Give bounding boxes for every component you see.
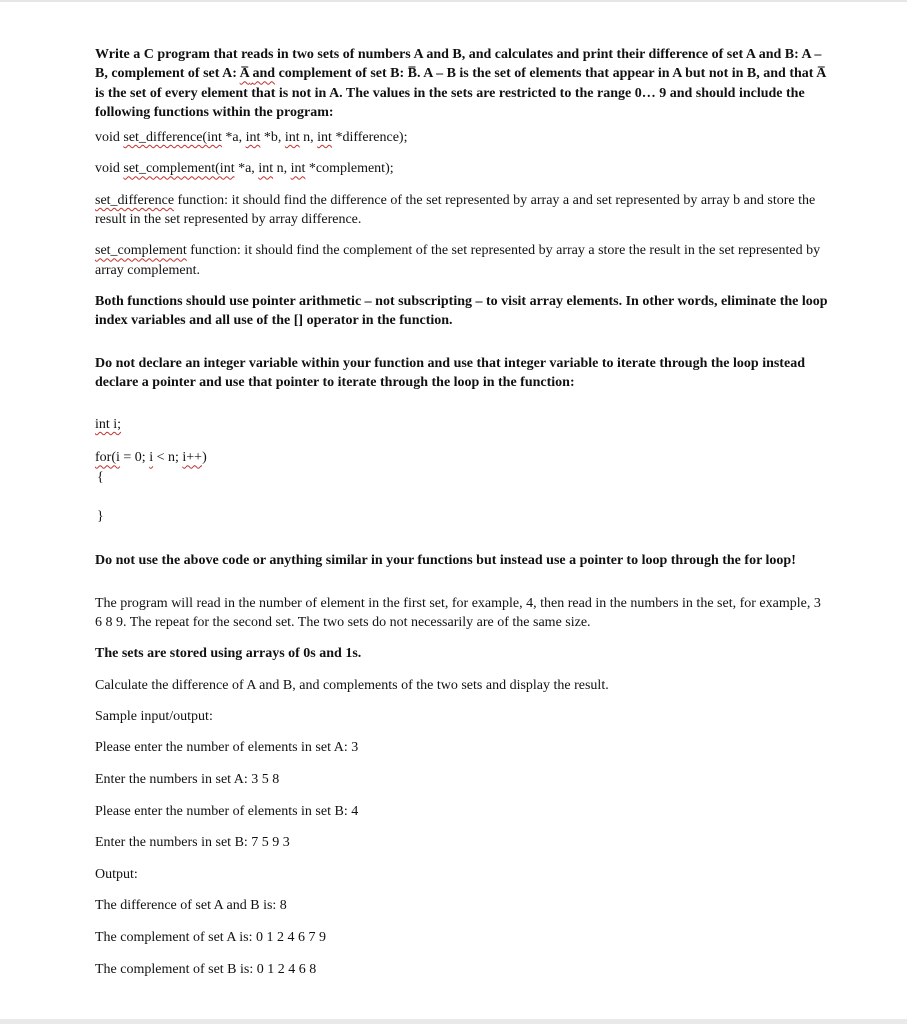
proto1-args2: *b, — [260, 130, 285, 146]
proto2-args3: *complement); — [305, 161, 394, 177]
code-cond: < n; — [153, 450, 183, 466]
intro-suffix-text: . A – B is the set of elements that appear in A but not in B, and that — [417, 66, 817, 82]
and-word: and — [252, 66, 276, 82]
proto1-int3: int — [317, 130, 332, 146]
page-bottom-edge — [0, 1019, 907, 1024]
prototype-set-complement — [95, 159, 830, 178]
proto1-int1: int — [245, 130, 261, 146]
pointer-arithmetic-note: Both functions should use pointer arithmetic – not subscripting – to visit array elements. In other words, eliminate the loop index variables and all use of the [] operator in the function. — [95, 293, 828, 329]
intro-paragraph — [95, 45, 830, 122]
code-close-brace: } — [97, 509, 104, 525]
intro-tail-text: is the set of every element that is not in A. The values in the sets are restricted to the range 0… 9 and should include the following functions within the program: — [95, 85, 805, 120]
proto1-name: set_difference(int — [123, 130, 222, 146]
code-line-2 — [95, 448, 830, 467]
calc-note: Calculate the difference of A and B, and complements of the two sets and display the result. — [95, 677, 609, 693]
desc1-name: set_difference — [95, 192, 175, 208]
a-complement-symbol — [240, 66, 275, 81]
proto2-name: set_complement(int — [123, 161, 235, 177]
desc2-text: function: it should find the complement of the set represented by array a store the result in the set represented by array complement. — [95, 243, 821, 278]
code-for: for(i — [95, 450, 120, 466]
code-example — [95, 415, 830, 526]
proto2-args2: n, — [273, 161, 291, 177]
proto2-void: void — [95, 161, 124, 177]
sample-line: The difference of set A and B is: 8 — [95, 898, 287, 914]
code-line-1 — [95, 415, 830, 434]
intro-mid-text: complement of set B: — [275, 66, 408, 82]
a-complement-symbol-2: A̅ — [816, 66, 826, 82]
proto1-args4: *difference); — [331, 130, 408, 146]
proto2-int2: int — [290, 161, 306, 177]
warning-paragraph: Do not use the above code or anything similar in your functions but instead use a pointer to loop through the for loop! — [95, 553, 796, 569]
proto1-int2: int — [284, 130, 300, 146]
sample-line: The complement of set B is: 0 1 2 4 6 8 — [95, 961, 317, 977]
read-description: The program will read in the number of element in the first set, for example, 4, then read in the numbers in the set, for example, 3 6 8 9. The repeat for the second set. The two sets do not necessarily are of the same size. — [95, 595, 821, 630]
proto2-int1: int — [258, 161, 274, 177]
code-int-i: int i; — [95, 417, 122, 433]
code-paren: ) — [202, 450, 207, 466]
sample-line: Output: — [95, 866, 138, 882]
code-inc: i++ — [182, 450, 203, 466]
code-i: i — [149, 450, 154, 466]
a-bar-text: A̅ — [239, 66, 249, 82]
sample-line: Enter the numbers in set B: 7 5 9 3 — [95, 835, 290, 851]
sample-line: Please enter the number of elements in set B: 4 — [95, 803, 359, 819]
document-body — [95, 45, 830, 991]
proto1-args: *a, — [221, 130, 246, 146]
sample-line: Please enter the number of elements in set A: 3 — [95, 740, 359, 756]
proto1-args3: n, — [299, 130, 318, 146]
proto2-args: *a, — [234, 161, 259, 177]
declare-pointer-note: Do not declare an integer variable within your function and use that integer variable to iterate through the loop instead declare a pointer and use that pointer to iterate through the loop in the function: — [95, 355, 805, 390]
desc2-name: set_complement — [95, 243, 187, 259]
set-difference-description — [95, 191, 830, 230]
set-complement-description — [95, 241, 830, 280]
sample-line: Sample input/output: — [95, 708, 213, 724]
code-open-brace: { — [97, 469, 104, 485]
page-top-edge — [0, 0, 907, 2]
b-complement-symbol: B̅ — [407, 66, 417, 82]
sample-line: Enter the numbers in set A: 3 5 8 — [95, 772, 280, 788]
storage-note: The sets are stored using arrays of 0s and 1s. — [95, 646, 362, 662]
sample-line: The complement of set A is: 0 1 2 4 6 7 9 — [95, 929, 326, 945]
prototype-set-difference — [95, 128, 830, 147]
intro-text: Write a C program that reads in two sets of numbers A and B, and calculates and print their difference of set A and B: A – B, complement of set A: — [95, 47, 822, 82]
code-init: = 0; — [119, 450, 150, 466]
desc1-text: function: it should find the difference of the set represented by array a and set represented by array b and store the result in the set represented by array difference. — [95, 192, 816, 228]
proto1-void: void — [95, 130, 124, 146]
